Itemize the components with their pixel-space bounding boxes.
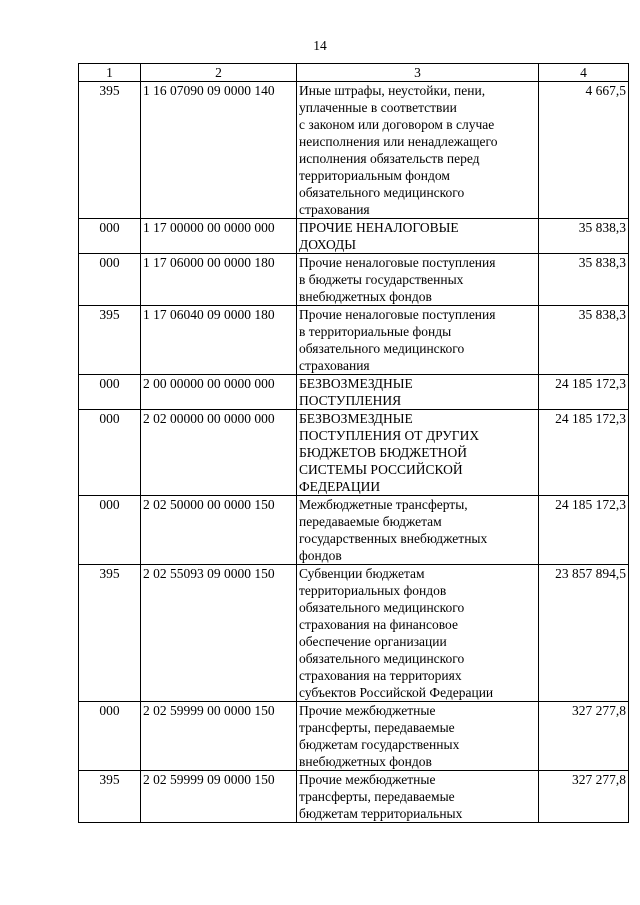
- table-row: [79, 219, 629, 254]
- revenue-name-cell: [297, 496, 539, 565]
- header-col-4: 4: [539, 64, 629, 82]
- admin-code-cell: 000: [79, 254, 141, 306]
- revenue-name-line: субъектов Российской Федерации: [299, 685, 494, 700]
- amount-cell: 327 277,8: [539, 702, 629, 771]
- revenue-name-line: внебюджетных фондов: [299, 754, 432, 769]
- revenue-name-cell: [297, 82, 539, 219]
- revenue-name-line: территориальных фондов: [299, 583, 447, 598]
- amount-cell: 35 838,3: [539, 219, 629, 254]
- amount-cell: 4 667,5: [539, 82, 629, 219]
- budget-classification-code-cell: 2 02 00000 00 0000 000: [141, 410, 297, 496]
- revenue-name-line: государственных внебюджетных: [299, 531, 488, 546]
- revenue-name-line: страхования: [299, 358, 370, 373]
- revenue-name-line: ПРОЧИЕ НЕНАЛОГОВЫЕ: [299, 220, 459, 235]
- page-number: 14: [313, 38, 327, 53]
- table-row: [79, 565, 629, 702]
- budget-classification-code-cell: 1 16 07090 09 0000 140: [141, 82, 297, 219]
- table-row: [79, 702, 629, 771]
- revenue-name-line: передаваемые бюджетам: [299, 514, 442, 529]
- revenue-table: [78, 63, 629, 823]
- amount-cell: 24 185 172,3: [539, 410, 629, 496]
- revenue-name-line: трансферты, передаваемые: [299, 789, 455, 804]
- amount-cell: 35 838,3: [539, 254, 629, 306]
- revenue-name-line: обязательного медицинского: [299, 341, 465, 356]
- budget-classification-code-cell: 2 00 00000 00 0000 000: [141, 375, 297, 410]
- amount-cell: 24 185 172,3: [539, 496, 629, 565]
- revenue-name-line: внебюджетных фондов: [299, 289, 432, 304]
- table-row: [79, 306, 629, 375]
- revenue-name-cell: [297, 219, 539, 254]
- amount-cell: 23 857 894,5: [539, 565, 629, 702]
- revenue-name-line: обязательного медицинского: [299, 651, 465, 666]
- revenue-name-line: СИСТЕМЫ РОССИЙСКОЙ: [299, 462, 463, 477]
- revenue-name-line: Субвенции бюджетам: [299, 566, 425, 581]
- budget-classification-code-cell: 1 17 00000 00 0000 000: [141, 219, 297, 254]
- table-row: [79, 82, 629, 219]
- admin-code-cell: 395: [79, 82, 141, 219]
- revenue-name-cell: [297, 771, 539, 823]
- revenue-name-line: ФЕДЕРАЦИИ: [299, 479, 381, 494]
- revenue-name-line: исполнения обязательств перед: [299, 151, 480, 166]
- admin-code-cell: 000: [79, 496, 141, 565]
- revenue-name-cell: [297, 702, 539, 771]
- admin-code-cell: 395: [79, 565, 141, 702]
- budget-classification-code-cell: 2 02 55093 09 0000 150: [141, 565, 297, 702]
- budget-classification-code-cell: 2 02 50000 00 0000 150: [141, 496, 297, 565]
- header-col-3: 3: [297, 64, 539, 82]
- revenue-name-line: Прочие неналоговые поступления: [299, 307, 496, 322]
- revenue-name-line: фондов: [299, 548, 342, 563]
- revenue-name-line: ПОСТУПЛЕНИЯ: [299, 393, 402, 408]
- revenue-name-line: Прочие межбюджетные: [299, 703, 436, 718]
- revenue-name-line: в территориальные фонды: [299, 324, 452, 339]
- revenue-name-line: БЕЗВОЗМЕЗДНЫЕ: [299, 376, 413, 391]
- table-row: [79, 771, 629, 823]
- revenue-name-line: Прочие межбюджетные: [299, 772, 436, 787]
- budget-classification-code-cell: 2 02 59999 09 0000 150: [141, 771, 297, 823]
- admin-code-cell: 395: [79, 771, 141, 823]
- admin-code-cell: 395: [79, 306, 141, 375]
- admin-code-cell: 000: [79, 702, 141, 771]
- revenue-name-cell: [297, 410, 539, 496]
- revenue-name-line: бюджетам государственных: [299, 737, 460, 752]
- admin-code-cell: 000: [79, 375, 141, 410]
- admin-code-cell: 000: [79, 219, 141, 254]
- table-row: [79, 496, 629, 565]
- revenue-name-line: БЮДЖЕТОВ БЮДЖЕТНОЙ: [299, 445, 468, 460]
- admin-code-cell: 000: [79, 410, 141, 496]
- table-row: [79, 375, 629, 410]
- revenue-name-line: ПОСТУПЛЕНИЯ ОТ ДРУГИХ: [299, 428, 480, 443]
- revenue-name-line: Прочие неналоговые поступления: [299, 255, 496, 270]
- revenue-name-line: Межбюджетные трансферты,: [299, 497, 468, 512]
- revenue-name-cell: [297, 254, 539, 306]
- revenue-name-cell: [297, 565, 539, 702]
- revenue-name-line: с законом или договором в случае: [299, 117, 495, 132]
- revenue-name-line: страхования на территориях: [299, 668, 462, 683]
- revenue-name-line: Иные штрафы, неустойки, пени,: [299, 83, 486, 98]
- budget-classification-code-cell: 1 17 06040 09 0000 180: [141, 306, 297, 375]
- revenue-name-line: обеспечение организации: [299, 634, 447, 649]
- amount-cell: 24 185 172,3: [539, 375, 629, 410]
- revenue-name-line: бюджетам территориальных: [299, 806, 463, 821]
- revenue-name-line: территориальным фондом: [299, 168, 450, 183]
- table-row: [79, 254, 629, 306]
- revenue-name-line: обязательного медицинского: [299, 600, 465, 615]
- header-row: [79, 64, 629, 82]
- revenue-name-cell: [297, 306, 539, 375]
- revenue-name-line: уплаченные в соответствии: [299, 100, 457, 115]
- revenue-name-line: БЕЗВОЗМЕЗДНЫЕ: [299, 411, 413, 426]
- revenue-name-cell: [297, 375, 539, 410]
- revenue-name-line: ДОХОДЫ: [299, 237, 357, 252]
- revenue-name-line: страхования: [299, 202, 370, 217]
- revenue-name-line: в бюджеты государственных: [299, 272, 464, 287]
- revenue-name-line: обязательного медицинского: [299, 185, 465, 200]
- amount-cell: 327 277,8: [539, 771, 629, 823]
- budget-classification-code-cell: 1 17 06000 00 0000 180: [141, 254, 297, 306]
- table-row: [79, 410, 629, 496]
- revenue-name-line: неисполнения или ненадлежащего: [299, 134, 498, 149]
- header-col-1: 1: [79, 64, 141, 82]
- budget-classification-code-cell: 2 02 59999 00 0000 150: [141, 702, 297, 771]
- revenue-name-line: страхования на финансовое: [299, 617, 458, 632]
- table-body: [79, 82, 629, 823]
- header-col-2: 2: [141, 64, 297, 82]
- revenue-name-line: трансферты, передаваемые: [299, 720, 455, 735]
- amount-cell: 35 838,3: [539, 306, 629, 375]
